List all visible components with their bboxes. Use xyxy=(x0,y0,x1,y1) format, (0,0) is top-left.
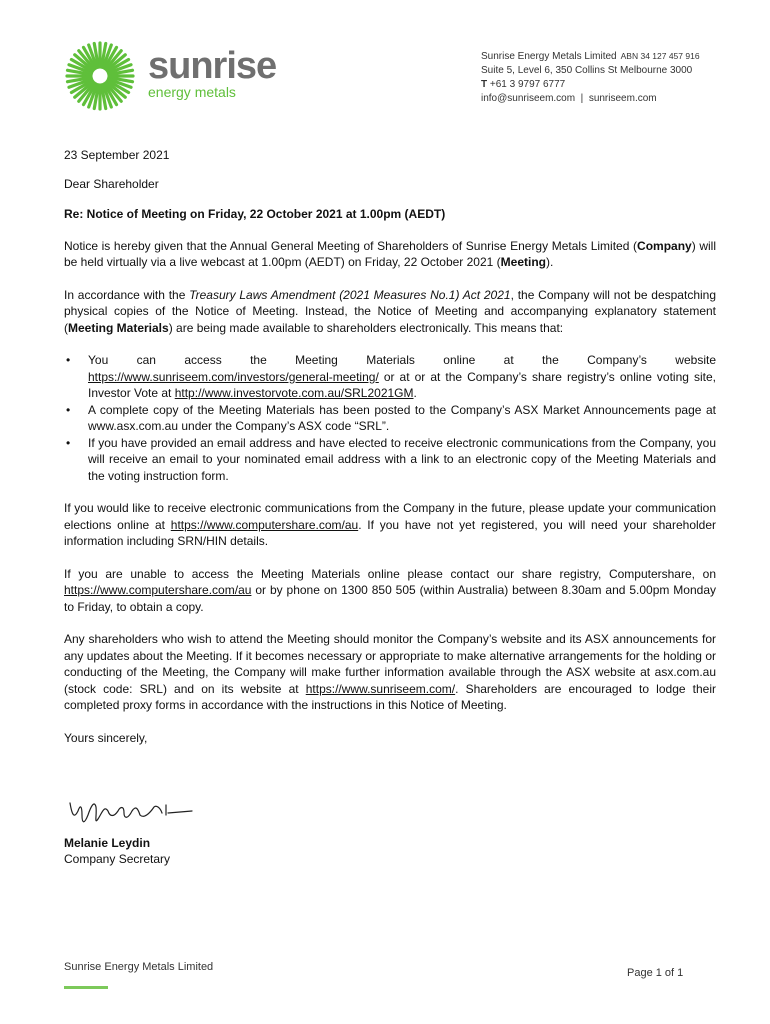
text-run: • You can access the Meeting Materials online at the Company’s website xyxy=(88,353,716,367)
text-run: . Shareholders are encouraged to lodge their completed proxy forms in accordance with the instructions in this Notice of Meeting. xyxy=(64,681,716,712)
closing: Yours sincerely, xyxy=(64,730,148,745)
sunrise-website-link[interactable]: https://www.sunriseem.com/ xyxy=(305,681,456,696)
paragraph-unable xyxy=(64,566,716,616)
sunburst-icon xyxy=(64,40,136,112)
defined-term: Meeting Materials xyxy=(68,320,169,335)
defined-term: Company xyxy=(637,238,692,253)
contact-block xyxy=(481,49,700,106)
act-title: Treasury Laws Amendment (2021 Measures No.1) Act 2021 xyxy=(189,287,511,302)
text-run: If you are unable to access the Meeting Materials online please contact our share registry, Computershare, on xyxy=(64,566,716,581)
contact-separator: | xyxy=(580,93,584,104)
computershare-link[interactable]: https://www.computershare.com/au xyxy=(64,583,252,597)
signature-image xyxy=(64,785,194,835)
contact-phone: +61 3 9797 6777 xyxy=(489,79,566,90)
contact-website[interactable]: sunriseem.com xyxy=(588,93,657,104)
defined-term: Meeting xyxy=(500,255,546,269)
paragraph-attend xyxy=(64,631,716,714)
computershare-link[interactable]: https://www.computershare.com/au xyxy=(170,517,359,532)
page-number: Page 1 of 1 xyxy=(627,967,684,979)
list-item xyxy=(88,352,716,402)
text-run: . If you have not yet registered, you will need your shareholder information including SRN/HIN details. xyxy=(64,517,717,548)
bullet-list xyxy=(64,352,716,484)
text-run: ). xyxy=(546,255,554,269)
footer-rule xyxy=(64,986,108,989)
text-run: If you would like to receive electronic communications from the Company in the future, please update your communication elections online at xyxy=(64,501,716,532)
text-run: , the Company will not be despatching physical copies of the Notice of Meeting. Instead, the Notice of Meeting and accompanying explanatory statement ( xyxy=(64,287,717,335)
contact-company: Sunrise Energy Metals Limited xyxy=(481,51,617,62)
contact-web-line xyxy=(481,92,700,106)
contact-company-line xyxy=(481,49,700,64)
text-run: or by phone on 1300 850 505 (within Australia) between 8.30am and 5.00pm Monday to Friday, to obtain a copy. xyxy=(64,583,716,614)
text-run: Notice is hereby given that the Annual General Meeting of Shareholders of Sunrise Energy Metals Limited ( xyxy=(64,238,638,253)
list-item: • A complete copy of the Meeting Materials has been posted to the Company’s ASX Market Announcements page at www.asx.com.au under the Company’s ASX code “SRL”. xyxy=(88,402,716,435)
investorvote-link[interactable]: http://www.investorvote.com.au/SRL2021GM xyxy=(174,386,414,400)
salutation: Dear Shareholder xyxy=(64,176,159,191)
paragraph-electronic xyxy=(64,500,716,550)
contact-address: Suite 5, Level 6, 350 Collins St Melbourne 3000 xyxy=(481,65,693,76)
signer-name: Melanie Leydin xyxy=(64,836,151,850)
paragraph-accordance xyxy=(64,287,716,337)
contact-phone-label: T xyxy=(481,79,488,90)
contact-email[interactable]: info@sunriseem.com xyxy=(481,93,576,104)
paragraph-notice xyxy=(64,238,716,271)
subject-line: Re: Notice of Meeting on Friday, 22 October 2021 at 1.00pm (AEDT) xyxy=(64,207,446,221)
letter-date: 23 September 2021 xyxy=(64,148,170,162)
signer-block xyxy=(64,835,170,867)
text-run: Any shareholders who wish to attend the Meeting should monitor the Company’s website and its ASX announcements for any updates about the Meeting. If it becomes necessary or appropriate to make alternative arrangements for the holding or conducting of the Meeting, the Company will make further information available through the ASX website at asx.com.au (stock code: SRL) and on its website at xyxy=(64,632,716,696)
contact-phone-line xyxy=(481,78,700,92)
logo-subtitle: energy metals xyxy=(148,84,236,100)
text-run: . xyxy=(413,386,417,400)
text-run: or at or at the Company’s share registry’s online voting site, Investor Vote at xyxy=(88,369,716,400)
list-item: • If you have provided an email address and have elected to receive electronic communications from the Company, you will receive an email to your nominated email address with a link to an electronic copy of the Meeting Materials and the voting instruction form. xyxy=(88,435,716,485)
contact-abn: ABN 34 127 457 916 xyxy=(620,51,700,61)
footer-company: Sunrise Energy Metals Limited xyxy=(64,961,214,973)
logo-wordmark: sunrise xyxy=(148,45,277,87)
signer-title: Company Secretary xyxy=(64,852,171,866)
text-run: ) will be held virtually via a live webcast at 1.00pm (AEDT) on Friday, 22 October 2021 ( xyxy=(64,238,717,269)
letter-body xyxy=(64,147,716,762)
text-run: In accordance with the xyxy=(64,287,190,302)
text-run: ) are being made available to shareholders electronically. This means that: xyxy=(168,320,564,335)
meeting-link[interactable]: https://www.sunriseem.com/investors/general-meeting/ xyxy=(88,369,379,384)
company-logo xyxy=(64,40,279,112)
